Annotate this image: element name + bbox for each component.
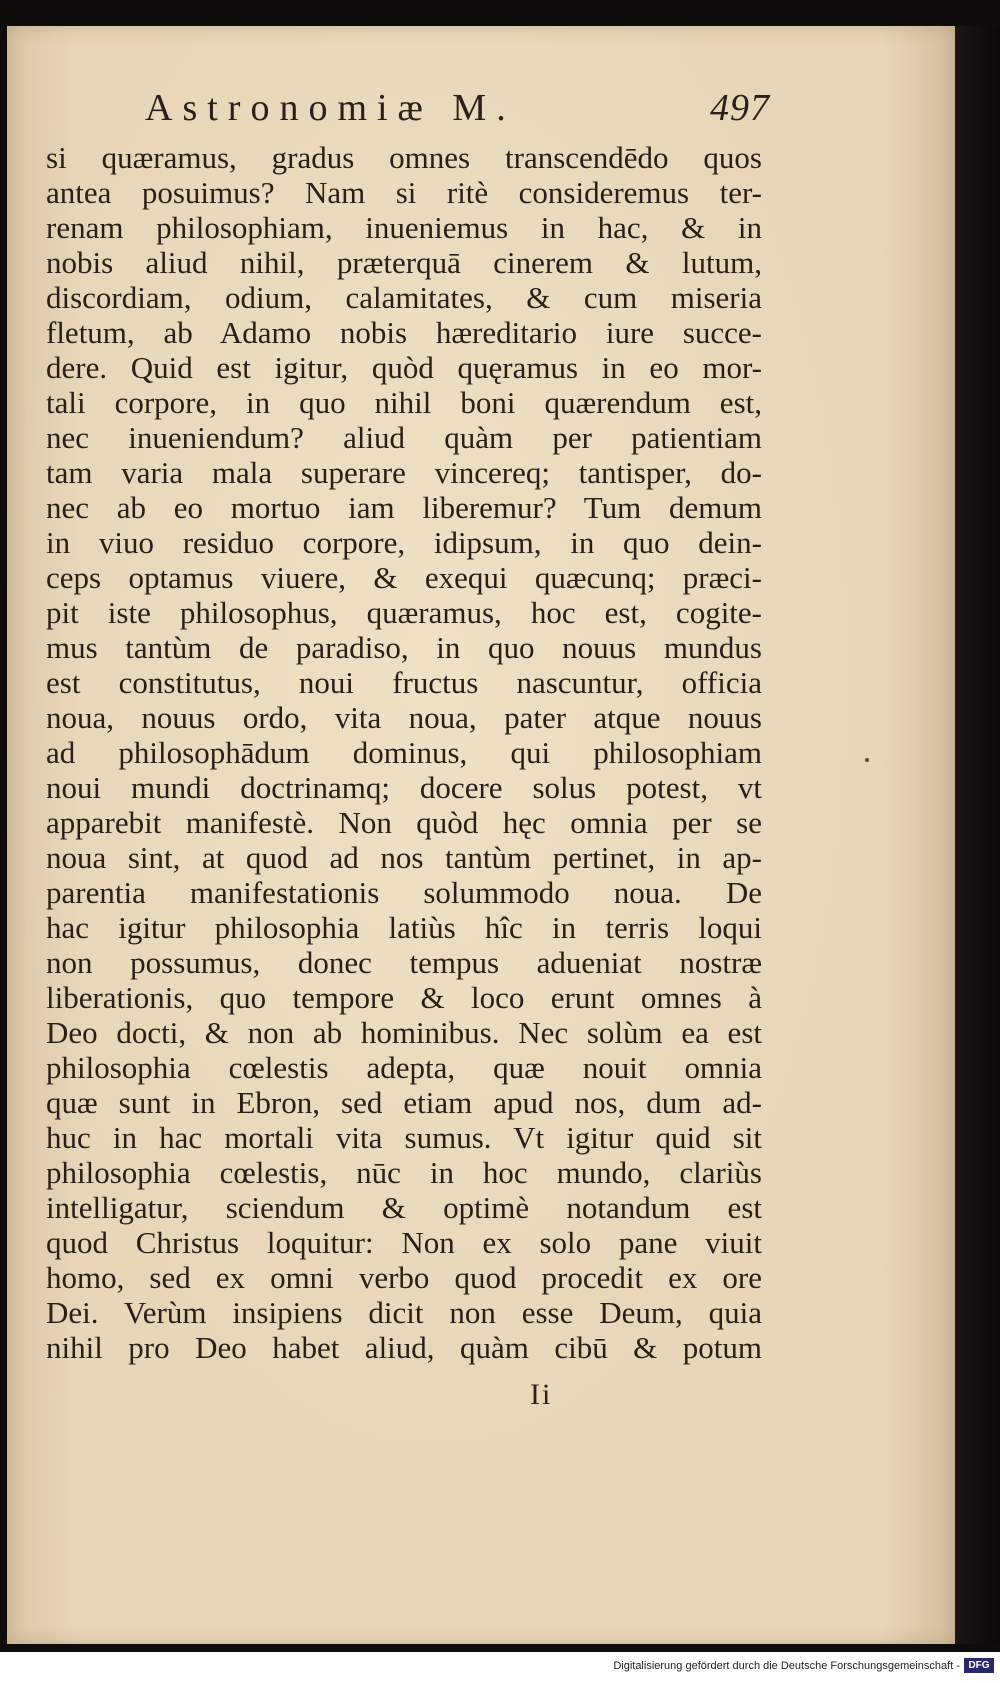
text-line: in viuo residuo corpore, idipsum, in quo dein-: [46, 525, 762, 560]
text-line: discordiam, odium, calamitates, & cum miseria: [46, 280, 762, 315]
text-line: apparebit manifestè. Non quòd hęc omnia per se: [46, 805, 762, 840]
text-line: parentia manifestationis solummodo noua. De: [46, 875, 762, 910]
text-line: philosophia cœlestis, nūc in hoc mundo, clariùs: [46, 1155, 762, 1190]
text-line: tali corpore, in quo nihil boni quærendum est,: [46, 385, 762, 420]
text-line: noui mundi doctrinamq; docere solus potest, vt: [46, 770, 762, 805]
text-line: dere. Quid est igitur, quòd quęramus in eo mor-: [46, 350, 762, 385]
text-line: quod Christus loquitur: Non ex solo pane viuit: [46, 1225, 762, 1260]
text-line: homo, sed ex omni verbo quod procedit ex ore: [46, 1260, 762, 1295]
text-line: nobis aliud nihil, præterquā cinerem & lutum,: [46, 245, 762, 280]
text-line: nec inueniendum? aliud quàm per patientiam: [46, 420, 762, 455]
footer-strip: [0, 1652, 1000, 1683]
page-header: [145, 78, 770, 140]
text-line: quæ sunt in Ebron, sed etiam apud nos, dum ad-: [46, 1085, 762, 1120]
text-line: philosophia cœlestis adepta, quæ nouit omnia: [46, 1050, 762, 1085]
text-line: tam varia mala superare vincereq; tantisper, do-: [46, 455, 762, 490]
running-head: Astronomiæ M.: [145, 87, 516, 129]
ink-speck: [865, 758, 869, 762]
text-line: non possumus, donec tempus adueniat nostræ: [46, 945, 762, 980]
page-edge-shadow: [955, 26, 1000, 1644]
text-line: liberationis, quo tempore & loco erunt omnes à: [46, 980, 762, 1015]
text-line: noua, nouus ordo, vita noua, pater atque nouus: [46, 700, 762, 735]
text-line: fletum, ab Adamo nobis hæreditario iure succe-: [46, 315, 762, 350]
text-line: antea posuimus? Nam si ritè consideremus ter-: [46, 175, 762, 210]
text-line: est constitutus, noui fructus nascuntur, officia: [46, 665, 762, 700]
text-line: nihil pro Deo habet aliud, quàm cibū & potum: [46, 1330, 762, 1365]
text-line: ceps optamus viuere, & exequi quæcunq; præci-: [46, 560, 762, 595]
body-text: [46, 140, 762, 1365]
text-line: noua sint, at quod ad nos tantùm pertinet, in ap-: [46, 840, 762, 875]
dfg-logo: DFG: [964, 1658, 994, 1673]
text-line: pit iste philosophus, quæramus, hoc est, cogite-: [46, 595, 762, 630]
text-line: si quæramus, gradus omnes transcendēdo quos: [46, 140, 762, 175]
text-line: mus tantùm de paradiso, in quo nouus mundus: [46, 630, 762, 665]
text-line: nec ab eo mortuo iam liberemur? Tum demum: [46, 490, 762, 525]
funding-note: Digitalisierung gefördert durch die Deutsche Forschungsgemeinschaft -: [613, 1660, 960, 1672]
text-line: ad philosophādum dominus, qui philosophiam: [46, 735, 762, 770]
text-line: huc in hac mortali vita sumus. Vt igitur quid sit: [46, 1120, 762, 1155]
text-line: hac igitur philosophia latiùs hîc in terris loqui: [46, 910, 762, 945]
text-line: renam philosophiam, inueniemus in hac, & in: [46, 210, 762, 245]
text-line: Dei. Verùm insipiens dicit non esse Deum, quia: [46, 1295, 762, 1330]
catchword: Ii: [530, 1378, 553, 1411]
text-line: intelligatur, sciendum & optimè notandum est: [46, 1190, 762, 1225]
text-line: Deo docti, & non ab hominibus. Nec solùm ea est: [46, 1015, 762, 1050]
page-number: 497: [710, 87, 770, 129]
